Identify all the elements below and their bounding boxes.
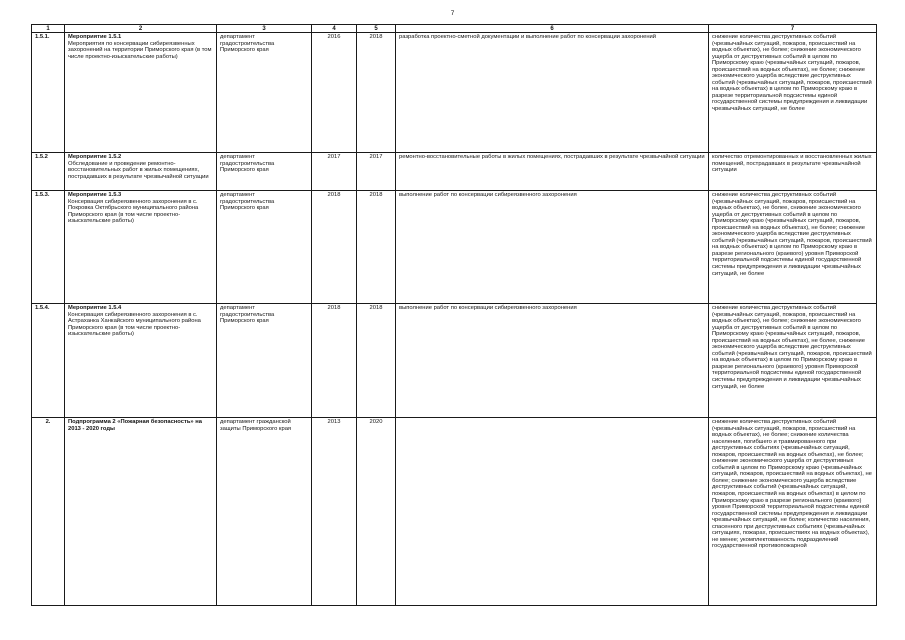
row-number: 1.5.4.: [32, 304, 65, 418]
column-number: 2: [65, 25, 217, 33]
content-cell: [396, 418, 709, 606]
measure-description: Мероприятия по консервации сибиреязвенных захоронений на территории Приморского края (в том числе проектно-изыскательские работы): [68, 40, 212, 60]
measure-description: Консервация сибиреязвенного захоронения в с. Покровка Октябрьского муниципального района Приморского края (в том числе проектно-изыскательские работы): [68, 198, 199, 225]
program-measures-table: [31, 24, 877, 606]
measure-title: Мероприятие 1.5.1: [68, 34, 122, 40]
measure-cell: [65, 191, 217, 304]
content-cell: разработка проектно-сметной документации и выполнение работ по консервации захоронений: [396, 33, 709, 153]
executor-cell: департамент градостроительства Приморского края: [217, 304, 312, 418]
page-number: 7: [450, 10, 455, 17]
row-number: 1.5.3.: [32, 191, 65, 304]
measure-title: Мероприятие 1.5.4: [68, 305, 122, 311]
column-number: 3: [217, 25, 312, 33]
measure-title: Мероприятие 1.5.3: [68, 192, 122, 198]
column-number: 6: [396, 25, 709, 33]
row-number: 1.5.2: [32, 153, 65, 191]
column-number: 7: [709, 25, 877, 33]
column-number: 4: [312, 25, 357, 33]
executor-cell: департамент гражданской защиты Приморского края: [217, 418, 312, 606]
executor-cell: департамент градостроительства Приморского края: [217, 33, 312, 153]
end-year-cell: 2018: [357, 33, 396, 153]
column-number-row: [32, 25, 877, 33]
indicators-cell: снижение количества деструктивных событий (чрезвычайных ситуаций, пожаров, происшествий на водных объектах), не более; снижение количества населения, погибшего и травмированного при деструктивных событиях (чрезвычайных ситуаций, пожаров, происшествий на водных объектах), не более; снижение экономического ущерба от деструктивных событий в целом по Приморскому краю (чрезвычайных ситуаций, пожаров, происшествий на водных объектах), не более; снижение экономического ущерба вследствие деструктивных событий (чрезвычайных ситуаций, пожаров, происшествий на водных объектах) в целом по Приморскому краю в разрезе регионального (краевого) уровня Приморской территориальной подсистемы единой государственной системы предупреждения и ликвидации чрезвычайных ситуаций, не более; количество населения, спасенного при деструктивных событиях (чрезвычайных ситуациях, пожарах, происшествиях на водных объектах), не менее; укомплектованность подразделений государственной противопожарной: [709, 418, 877, 606]
column-number: 1: [32, 25, 65, 33]
measure-cell: [65, 153, 217, 191]
row-number: 2.: [32, 418, 65, 606]
table-row: [32, 418, 877, 606]
start-year-cell: 2018: [312, 191, 357, 304]
content-cell: ремонтно-восстановительные работы в жилых помещениях, пострадавших в результате чрезвычайной ситуации: [396, 153, 709, 191]
row-number: 1.5.1.: [32, 33, 65, 153]
end-year-cell: 2018: [357, 191, 396, 304]
indicators-cell: количество отремонтированных и восстановленных жилых помещений, пострадавших в результате чрезвычайной ситуации: [709, 153, 877, 191]
start-year-cell: 2018: [312, 304, 357, 418]
content-cell: выполнение работ по консервации сибиреязвенного захоронения: [396, 304, 709, 418]
start-year-cell: 2013: [312, 418, 357, 606]
end-year-cell: 2017: [357, 153, 396, 191]
measure-description: Консервация сибиреязвенного захоронения в с. Астраханка Ханкайского муниципального района Приморского края (в том числе проектно-изыскательские работы): [68, 311, 201, 338]
start-year-cell: 2017: [312, 153, 357, 191]
indicators-cell: снижение количества деструктивных событий (чрезвычайных ситуаций, пожаров, происшествий на водных объектах), не более; снижение экономического ущерба от деструктивных событий в целом по Приморскому краю (чрезвычайных ситуаций, пожаров, происшествий на водных объектах), не более; снижение экономического ущерба вследствие деструктивных событий (чрезвычайных ситуаций, пожаров, происшествий на водных объектах) в целом по Приморскому краю в разрезе территориальной подсистемы единой государственной системы предупреждения и ликвидации чрезвычайных ситуаций, не более: [709, 33, 877, 153]
executor-cell: департамент градостроительства Приморского края: [217, 191, 312, 304]
measure-title: Мероприятие 1.5.2: [68, 154, 122, 160]
table-row: [32, 191, 877, 304]
measure-cell: [65, 33, 217, 153]
subprogram-title: Подпрограмма 2 «Пожарная безопасность» на 2013 - 2020 годы: [68, 419, 202, 432]
measure-cell: [65, 304, 217, 418]
table-row: [32, 304, 877, 418]
end-year-cell: 2018: [357, 304, 396, 418]
start-year-cell: 2016: [312, 33, 357, 153]
indicators-cell: снижение количества деструктивных событий (чрезвычайных ситуаций, пожаров, происшествий на водных объектах), не более, снижение экономического ущерба от деструктивных событий в целом по Приморскому краю (чрезвычайных ситуаций, пожаров, происшествий на водных объектах), не более; снижение экономического ущерба вследствие деструктивных событий (чрезвычайных ситуаций, пожаров, происшествий на водных объектах) в целом по Приморскому краю в разрезе регионального (краевого) уровня Приморской территориальной подсистемы единой государственной системы предупреждения и ликвидации чрезвычайных ситуаций, не более: [709, 191, 877, 304]
end-year-cell: 2020: [357, 418, 396, 606]
table-row: [32, 153, 877, 191]
content-cell: выполнение работ по консервации сибиреязвенного захоронения: [396, 191, 709, 304]
executor-cell: департамент градостроительства Приморского края: [217, 153, 312, 191]
subprogram-cell: [65, 418, 217, 606]
indicators-cell: снижение количества деструктивных событий (чрезвычайных ситуаций, пожаров, происшествий на водных объектах), не более; снижение экономического ущерба от деструктивных событий в целом по Приморскому краю (чрезвычайных ситуаций, пожаров, происшествий на водных объектах), не более, снижение экономического ущерба вследствие деструктивных событий (чрезвычайных ситуаций, пожаров, происшествий на водных объектах) в целом по Приморскому краю в разрезе регионального (краевого) уровня Приморской территориальной подсистемы единой государственной системы предупреждения и ликвидации чрезвычайных ситуаций, не более: [709, 304, 877, 418]
measure-description: Обследование и проведение ремонтно-восстановительных работ в жилых помещениях, пострадавших в результате чрезвычайной ситуации: [68, 160, 209, 180]
table-row: [32, 33, 877, 153]
column-number: 5: [357, 25, 396, 33]
